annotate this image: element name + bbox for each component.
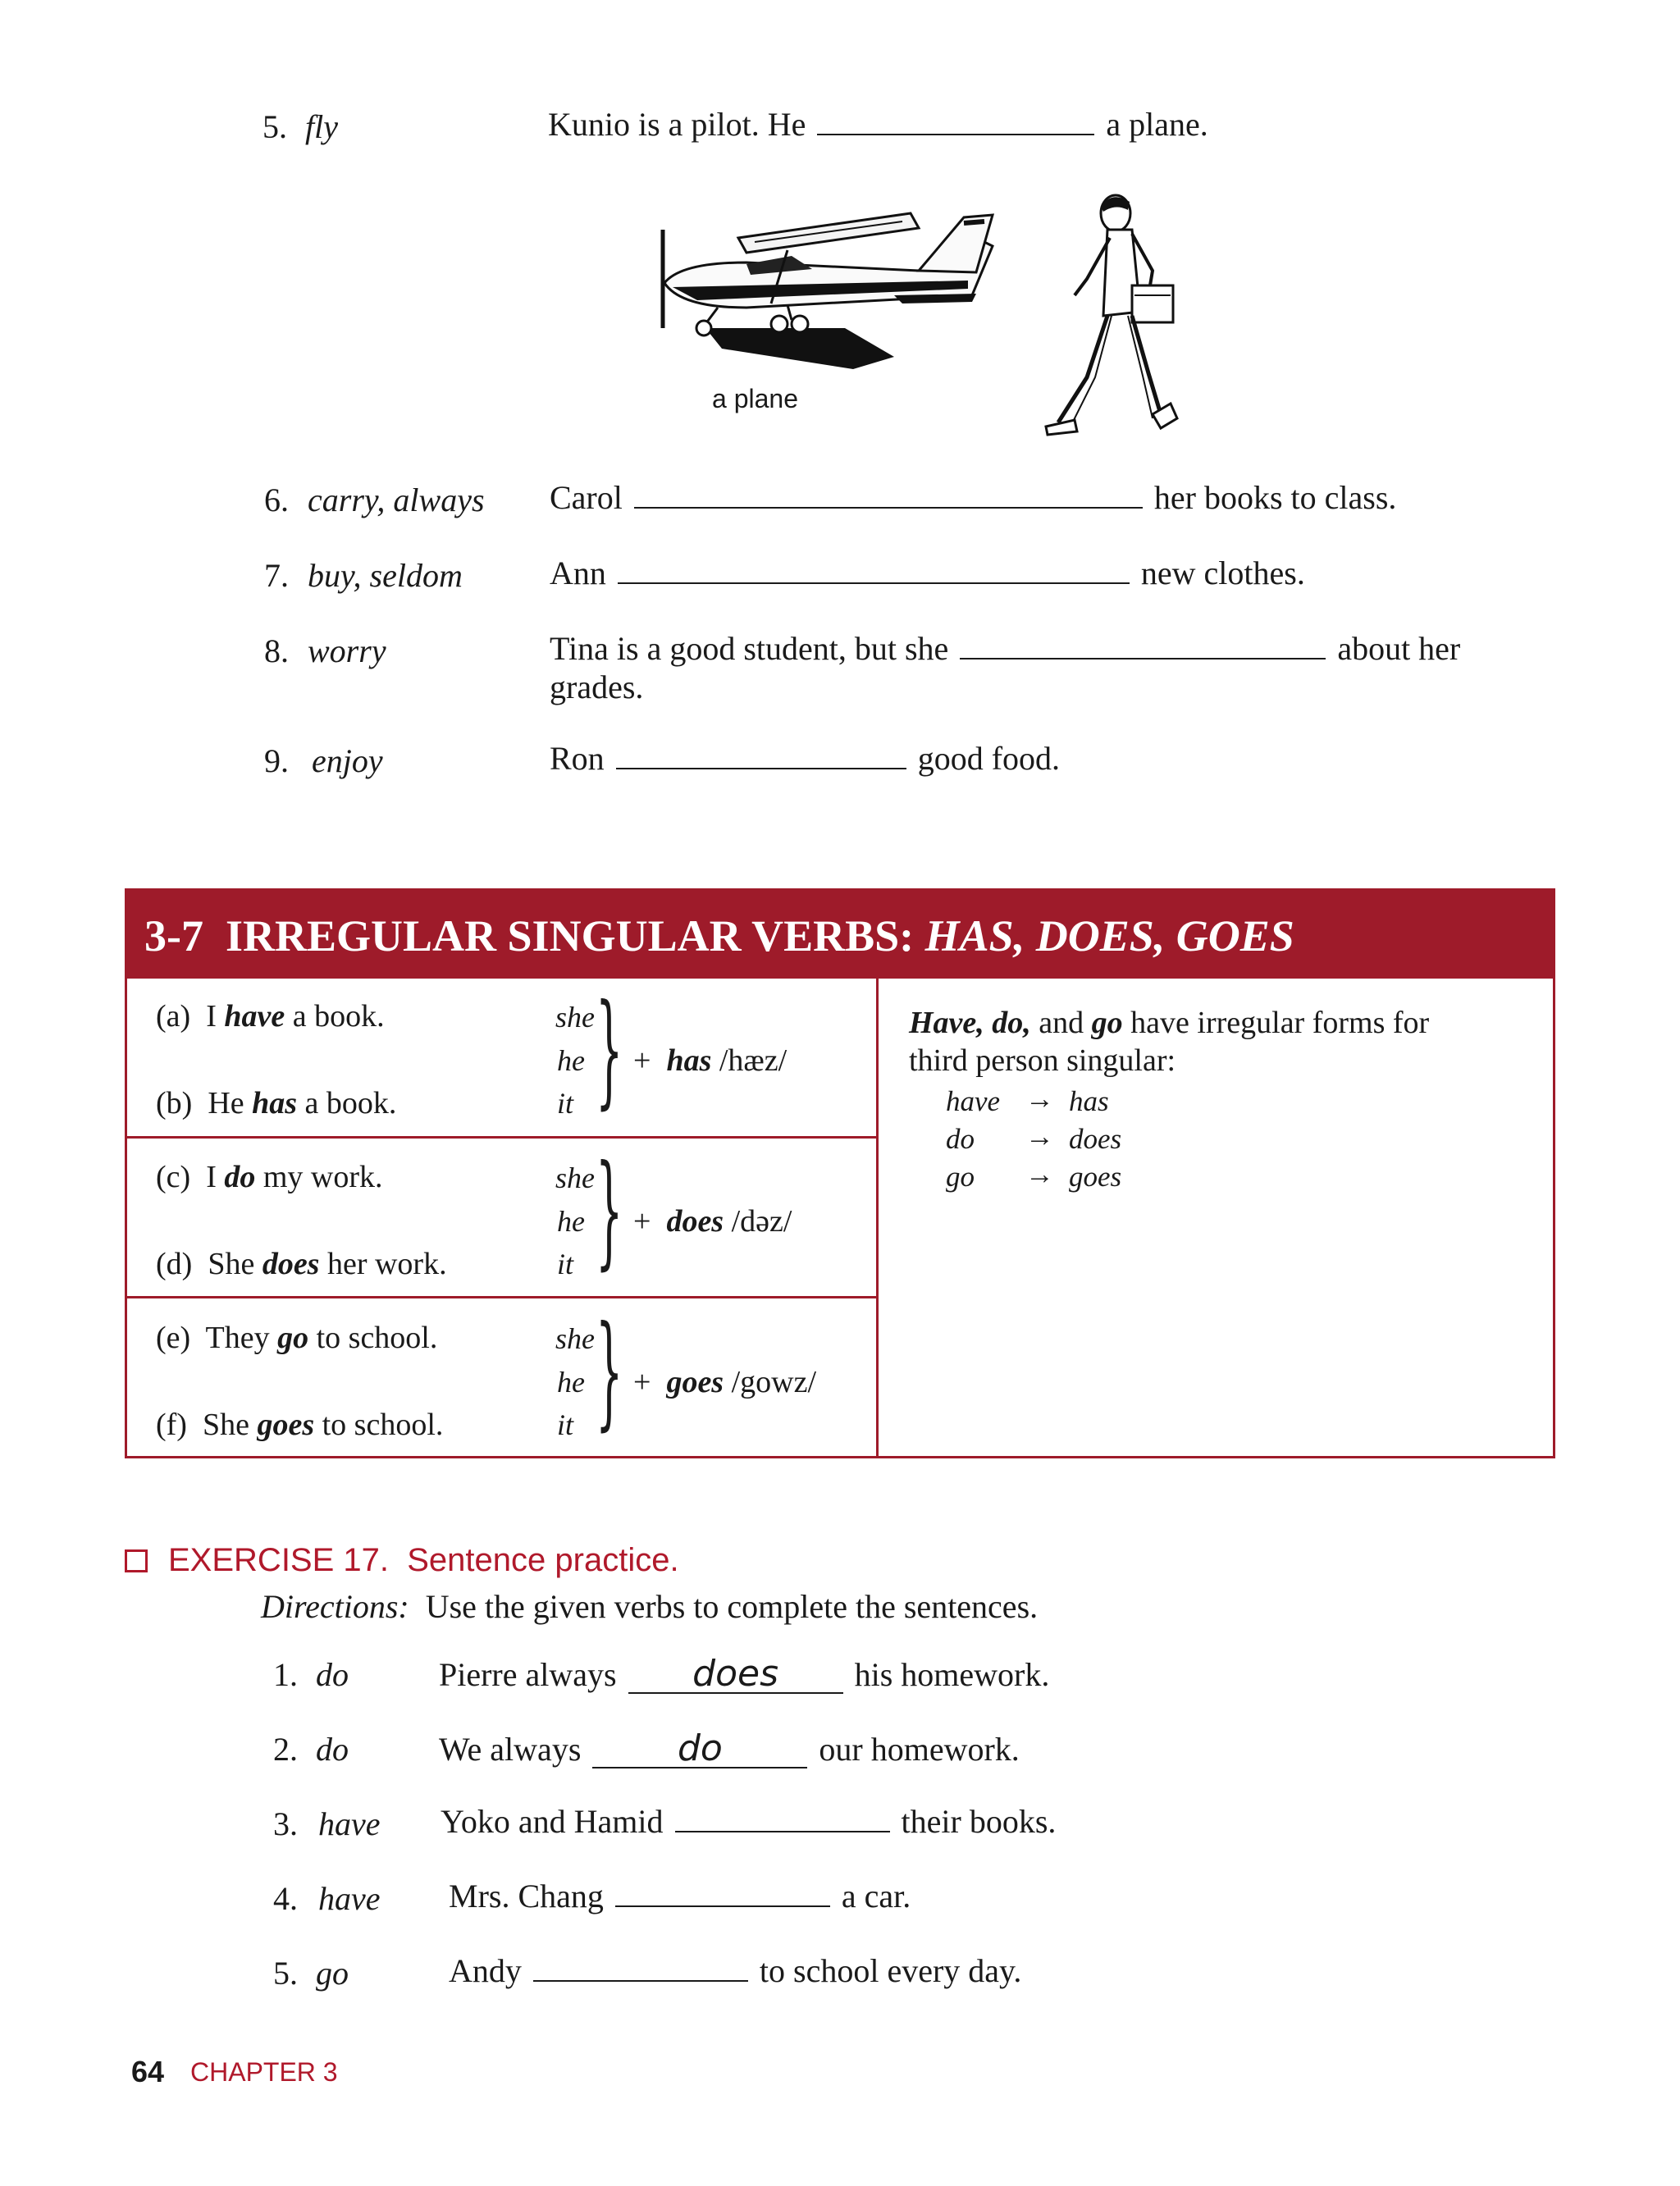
pair-do-arrow-icon: → bbox=[1025, 1120, 1054, 1152]
grammar-box-divider bbox=[876, 979, 879, 1458]
example-a-label: (a) bbox=[156, 999, 191, 1034]
example-f-label: (f) bbox=[156, 1408, 187, 1442]
plane-illustration-icon bbox=[648, 205, 1009, 377]
example-f-rest: to school. bbox=[322, 1408, 444, 1442]
example-b-subject: He bbox=[208, 1086, 244, 1120]
ex-item-2-sentence bbox=[439, 1727, 1020, 1769]
item-6-number: 6. bbox=[264, 481, 289, 518]
item-6-blank[interactable] bbox=[634, 504, 1143, 509]
plane-caption: a plane bbox=[712, 384, 798, 413]
pair-go-form: goes bbox=[1069, 1161, 1122, 1193]
exercise-directions bbox=[261, 1590, 1038, 1623]
item-9-sentence bbox=[550, 742, 1060, 775]
item-5-after: a plane. bbox=[1106, 106, 1208, 143]
page-number: 64 bbox=[131, 2055, 165, 2088]
ex-item-5-sentence bbox=[449, 1952, 1022, 1989]
pronoun-it-2: it bbox=[557, 1248, 574, 1280]
ex-item-1-number: 1. bbox=[273, 1656, 298, 1693]
rule-has-form: has bbox=[666, 1043, 712, 1078]
explanation-do: do, bbox=[992, 1006, 1031, 1040]
pair-do-base: do bbox=[946, 1123, 975, 1155]
example-c-rest: my work. bbox=[262, 1160, 383, 1194]
ex-item-4-cue: have bbox=[318, 1880, 381, 1917]
ex-item-1-before: Pierre always bbox=[439, 1656, 617, 1693]
exercise-title: Sentence practice. bbox=[407, 1542, 679, 1578]
brace-3: } bbox=[596, 1300, 623, 1443]
item-7-sentence bbox=[550, 554, 1305, 591]
ex-item-4-sentence bbox=[449, 1880, 911, 1913]
example-b bbox=[156, 1088, 396, 1119]
ex-item-2-answer[interactable]: do bbox=[592, 1731, 807, 1768]
pronoun-it-1: it bbox=[557, 1087, 574, 1120]
grammar-box-title bbox=[144, 910, 1294, 961]
item-8-cue: worry bbox=[308, 632, 386, 669]
exercise-heading bbox=[168, 1542, 679, 1579]
example-f bbox=[156, 1409, 443, 1440]
ex-item-3-blank[interactable] bbox=[675, 1828, 890, 1832]
example-d-subject: She bbox=[208, 1247, 255, 1281]
ex-item-1-sentence bbox=[439, 1653, 1050, 1695]
rule-has bbox=[633, 1045, 787, 1076]
example-b-verb: has bbox=[252, 1086, 298, 1120]
ex-item-1-after: his homework. bbox=[854, 1656, 1050, 1693]
pronoun-it-3: it bbox=[557, 1408, 574, 1441]
ex-item-4-blank[interactable] bbox=[615, 1902, 830, 1907]
ex-item-5-number: 5. bbox=[273, 1955, 298, 1992]
ex-item-5-cue: go bbox=[316, 1955, 349, 1992]
item-5-before: Kunio is a pilot. He bbox=[548, 106, 806, 143]
item-6-cue: carry, always bbox=[308, 481, 485, 518]
example-d-label: (d) bbox=[156, 1247, 193, 1281]
grammar-box-number: 3-7 bbox=[144, 911, 203, 961]
explanation-have: Have, bbox=[909, 1006, 984, 1040]
brace-2: } bbox=[596, 1139, 623, 1282]
item-8-number: 8. bbox=[264, 632, 289, 669]
example-b-rest: a book. bbox=[304, 1086, 397, 1120]
item-9-cue: enjoy bbox=[312, 742, 383, 779]
item-6-sentence bbox=[550, 481, 1396, 514]
ex-item-3-cue: have bbox=[318, 1805, 381, 1842]
rule-goes-plus: + bbox=[633, 1365, 651, 1399]
item-7-before: Ann bbox=[550, 554, 606, 591]
pair-have-base: have bbox=[946, 1085, 1001, 1117]
ex-item-4-after: a car. bbox=[841, 1878, 911, 1914]
example-b-label: (b) bbox=[156, 1086, 193, 1120]
ex-item-2-before: We always bbox=[439, 1731, 582, 1768]
item-8-after: about her bbox=[1337, 630, 1461, 667]
example-c-verb: do bbox=[224, 1160, 256, 1194]
chapter-label: CHAPTER 3 bbox=[190, 2057, 338, 2087]
item-8-before: Tina is a good student, but she bbox=[550, 630, 949, 667]
exercise-label: EXERCISE 17. bbox=[168, 1542, 390, 1578]
rule-goes-ipa: /gowz/ bbox=[731, 1365, 817, 1399]
ex-item-5-before: Andy bbox=[449, 1952, 522, 1989]
example-d-verb: does bbox=[262, 1247, 320, 1281]
walking-pilot-illustration-icon bbox=[1038, 189, 1202, 451]
ex-item-2-number: 2. bbox=[273, 1731, 298, 1768]
pair-have-arrow-icon: → bbox=[1025, 1083, 1054, 1115]
rule-does-form: does bbox=[666, 1204, 724, 1239]
grammar-box-title-italic: HAS, DOES, GOES bbox=[924, 911, 1294, 961]
item-5-number: 5. bbox=[262, 108, 287, 145]
explanation-go: go bbox=[1091, 1006, 1123, 1040]
ex-item-2-after: our homework. bbox=[819, 1731, 1020, 1768]
pronoun-he-3: he bbox=[557, 1366, 585, 1399]
pronoun-she-3: she bbox=[555, 1322, 595, 1355]
pair-do-form: does bbox=[1069, 1123, 1122, 1155]
item-9-after: good food. bbox=[917, 740, 1061, 777]
ex-item-1-cue: do bbox=[316, 1656, 349, 1693]
pair-go-base: go bbox=[946, 1161, 975, 1193]
example-e-subject: They bbox=[205, 1321, 270, 1355]
item-7-after: new clothes. bbox=[1140, 554, 1305, 591]
explanation-line-2: third person singular: bbox=[909, 1043, 1176, 1078]
grammar-box-title-plain: IRREGULAR SINGULAR VERBS: bbox=[225, 911, 915, 961]
item-7-blank[interactable] bbox=[618, 579, 1130, 584]
item-8-blank[interactable] bbox=[960, 655, 1326, 659]
rule-goes-form: goes bbox=[666, 1365, 724, 1399]
grammar-box-row-divider-2 bbox=[125, 1296, 876, 1298]
ex-item-3-number: 3. bbox=[273, 1805, 298, 1842]
brace-1: } bbox=[596, 979, 623, 1121]
pronoun-she-1: she bbox=[555, 1001, 595, 1034]
ex-item-3-sentence bbox=[441, 1805, 1056, 1838]
example-c-subject: I bbox=[206, 1160, 217, 1194]
example-a-rest: a book. bbox=[292, 999, 385, 1034]
pronoun-he-2: he bbox=[557, 1205, 585, 1238]
explanation-and: and bbox=[1039, 1006, 1084, 1040]
rule-does-plus: + bbox=[633, 1204, 651, 1239]
directions-label: Directions: bbox=[261, 1588, 409, 1625]
pronoun-he-1: he bbox=[557, 1044, 585, 1077]
ex-item-4-before: Mrs. Chang bbox=[449, 1878, 604, 1914]
item-8-line2: grades. bbox=[550, 669, 644, 705]
example-a bbox=[156, 1001, 385, 1032]
ex-item-3-before: Yoko and Hamid bbox=[441, 1803, 664, 1840]
example-e-label: (e) bbox=[156, 1321, 191, 1355]
item-9-number: 9. bbox=[264, 742, 289, 779]
example-f-verb: goes bbox=[257, 1408, 315, 1442]
rule-goes bbox=[633, 1367, 816, 1398]
example-e-rest: to school. bbox=[316, 1321, 438, 1355]
ex-item-5-after: to school every day. bbox=[759, 1952, 1022, 1989]
item-7-cue: buy, seldom bbox=[308, 557, 463, 594]
rule-does-ipa: /dəz/ bbox=[731, 1204, 792, 1239]
checkbox-icon[interactable] bbox=[125, 1549, 148, 1572]
explanation-line-1 bbox=[909, 1007, 1429, 1038]
rule-has-plus: + bbox=[633, 1043, 651, 1078]
example-a-verb: have bbox=[224, 999, 285, 1034]
example-c-label: (c) bbox=[156, 1160, 191, 1194]
example-d bbox=[156, 1248, 447, 1280]
item-8-sentence bbox=[550, 632, 1460, 665]
ex-item-1-answer[interactable]: does bbox=[628, 1656, 843, 1694]
directions-text: Use the given verbs to complete the sentences. bbox=[425, 1588, 1039, 1625]
item-6-after: her books to class. bbox=[1153, 479, 1397, 516]
item-9-blank[interactable] bbox=[616, 764, 906, 769]
ex-item-2-cue: do bbox=[316, 1731, 349, 1768]
pair-go-arrow-icon: → bbox=[1025, 1158, 1054, 1190]
example-c bbox=[156, 1161, 383, 1193]
example-a-subject: I bbox=[206, 999, 217, 1034]
example-d-rest: her work. bbox=[326, 1247, 447, 1281]
grammar-box-frame bbox=[125, 979, 1555, 1458]
item-7-number: 7. bbox=[264, 557, 289, 594]
item-5-sentence bbox=[548, 108, 1208, 141]
item-6-before: Carol bbox=[550, 479, 623, 516]
example-e bbox=[156, 1322, 437, 1353]
grammar-box-row-divider-1 bbox=[125, 1136, 876, 1139]
rule-has-ipa: /hæz/ bbox=[719, 1043, 788, 1078]
pair-have-form: has bbox=[1069, 1085, 1109, 1117]
example-f-subject: She bbox=[202, 1408, 249, 1442]
ex-item-5-blank[interactable] bbox=[533, 1977, 748, 1982]
ex-item-4-number: 4. bbox=[273, 1880, 298, 1917]
rule-does bbox=[633, 1206, 792, 1237]
ex-item-3-after: their books. bbox=[901, 1803, 1057, 1840]
example-e-verb: go bbox=[277, 1321, 309, 1355]
item-5-cue: fly bbox=[305, 108, 338, 145]
item-9-before: Ron bbox=[550, 740, 605, 777]
pronoun-she-2: she bbox=[555, 1161, 595, 1194]
item-5-blank[interactable] bbox=[817, 130, 1094, 135]
explanation-rest: have irregular forms for bbox=[1130, 1006, 1430, 1040]
